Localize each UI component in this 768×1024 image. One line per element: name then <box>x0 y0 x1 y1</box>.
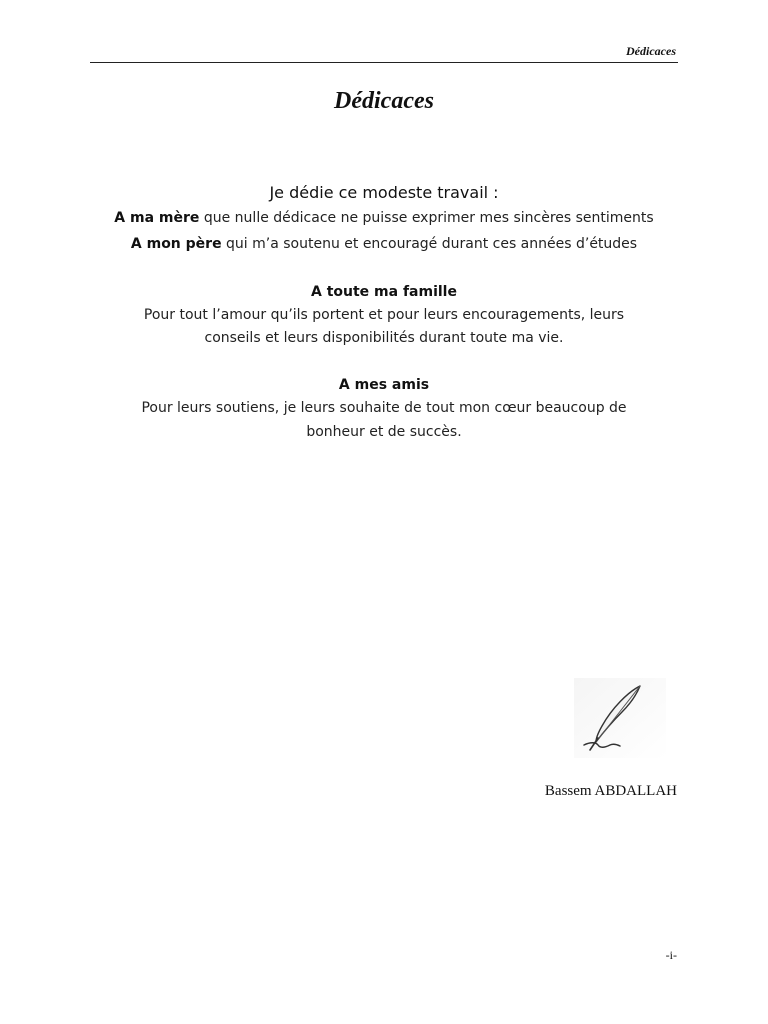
author-signature: Bassem ABDALLAH <box>544 783 677 799</box>
friends-line-2: bonheur et de succès. <box>306 424 462 440</box>
dedication-recipient-mother: A ma mère <box>114 210 200 226</box>
page-title: Dédicaces <box>334 88 434 114</box>
quill-icon <box>574 678 666 758</box>
dedication-intro: Je dédie ce modeste travail : <box>269 183 499 202</box>
dedication-father <box>0 236 768 252</box>
friends-line-1: Pour leurs soutiens, je leurs souhaite de tout mon cœur beaucoup de <box>141 400 627 416</box>
page-number: -i- <box>665 948 677 962</box>
dedication-text-mother: que nulle dédicace ne puisse exprimer mes sincères sentiments <box>199 210 654 226</box>
dedication-mother <box>0 210 768 226</box>
dedication-recipient-father: A mon père <box>130 236 222 252</box>
family-line-2: conseils et leurs disponibilités durant toute ma vie. <box>204 330 564 346</box>
header-title: Dédicaces <box>626 44 676 58</box>
family-line-1: Pour tout l’amour qu’ils portent et pour leurs encouragements, leurs <box>143 307 625 323</box>
page-header <box>90 42 678 63</box>
friends-heading: A mes amis <box>338 377 430 393</box>
family-heading: A toute ma famille <box>311 284 457 300</box>
dedication-text-father: qui m’a soutenu et encouragé durant ces années d’études <box>221 236 638 252</box>
